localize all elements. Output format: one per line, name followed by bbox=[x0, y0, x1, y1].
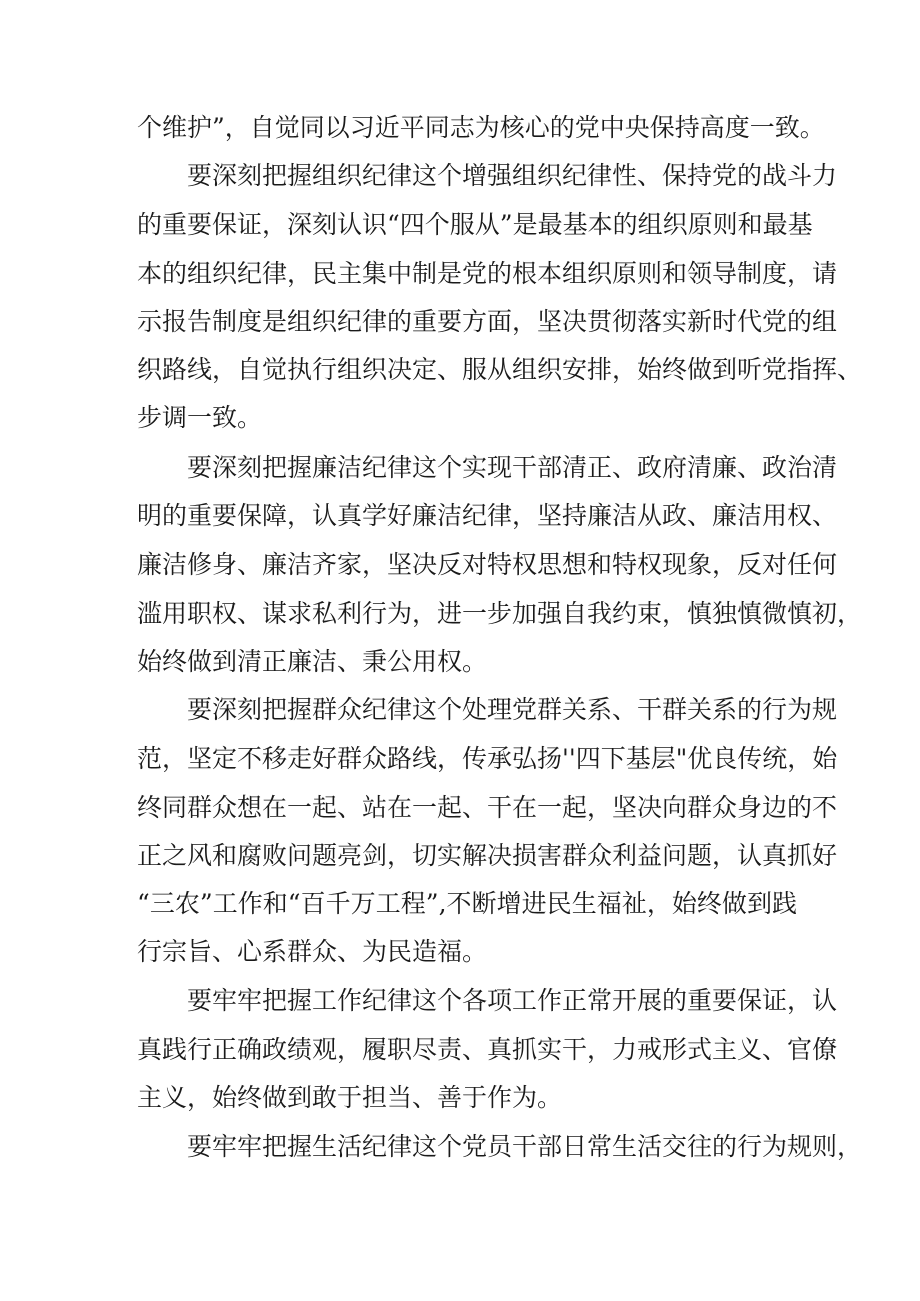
paragraph-6-line-1: 要牢牢把握生活纪律这个党员干部日常生活交往的行为规则， bbox=[187, 1132, 863, 1161]
paragraph-5-line-2: 真践行正确政绩观，履职尽责、真抓实干，力戒形式主义、官僚 bbox=[137, 1035, 838, 1064]
paragraph-3-line-2: 明的重要保障，认真学好廉洁纪律，坚持廉洁从政、廉洁用权、 bbox=[137, 501, 838, 530]
paragraph-2-line-1: 要深刻把握组织纪律这个增强组织纪律性、保持党的战斗力 bbox=[187, 161, 838, 190]
paragraph-2-line-6: 步调一致。 bbox=[137, 403, 263, 432]
paragraph-4-line-4: 正之风和腐败问题亮剑，切实解决损害群众利益问题，认真抓好 bbox=[137, 841, 838, 870]
paragraph-3-line-1: 要深刻把握廉洁纪律这个实现干部清正、政府清廉、政治清 bbox=[187, 453, 838, 482]
paragraph-5-line-1: 要牢牢把握工作纪律这个各项工作正常开展的重要保证，认 bbox=[187, 986, 838, 1015]
paragraph-2-line-2: 的重要保证，深刻认识“四个服从”是最基本的组织原则和最基 bbox=[137, 210, 813, 239]
paragraph-2-line-4: 示报告制度是组织纪律的重要方面，坚决贯彻落实新时代党的组 bbox=[137, 307, 838, 336]
paragraph-4-line-6: 行宗旨、心系群众、为民造福。 bbox=[137, 937, 488, 966]
paragraph-2-line-3: 本的组织纪律，民主集中制是党的根本组织原则和领导制度，请 bbox=[137, 259, 838, 288]
paragraph-4-line-5: “三农”工作和“百千万工程”,不断增进民生福祉，始终做到践 bbox=[137, 889, 797, 918]
paragraph-3-line-4: 滥用职权、谋求私利行为，进一步加强自我约束，慎独慎微慎初， bbox=[137, 599, 863, 628]
paragraph-4-line-1: 要深刻把握群众纪律这个处理党群关系、干群关系的行为规 bbox=[187, 695, 838, 724]
paragraph-3-line-3: 廉洁修身、廉洁齐家，坚决反对特权思想和特权现象，反对任何 bbox=[137, 550, 838, 579]
paragraph-3-line-5: 始终做到清正廉洁、秉公用权。 bbox=[137, 647, 488, 676]
paragraph-1-line-1: 个维护”，自觉同以习近平同志为核心的党中央保持高度一致。 bbox=[137, 113, 825, 142]
paragraph-4-line-3: 终同群众想在一起、站在一起、干在一起，坚决向群众身边的不 bbox=[137, 793, 838, 822]
paragraph-2-line-5: 织路线，自觉执行组织决定、服从组织安排，始终做到听党指挥、 bbox=[137, 355, 863, 384]
paragraph-5-line-3: 主义，始终做到敢于担当、善于作为。 bbox=[137, 1083, 563, 1112]
paragraph-4-line-2: 范，坚定不移走好群众路线，传承弘扬''四下基层"优良传统，始 bbox=[137, 744, 838, 773]
